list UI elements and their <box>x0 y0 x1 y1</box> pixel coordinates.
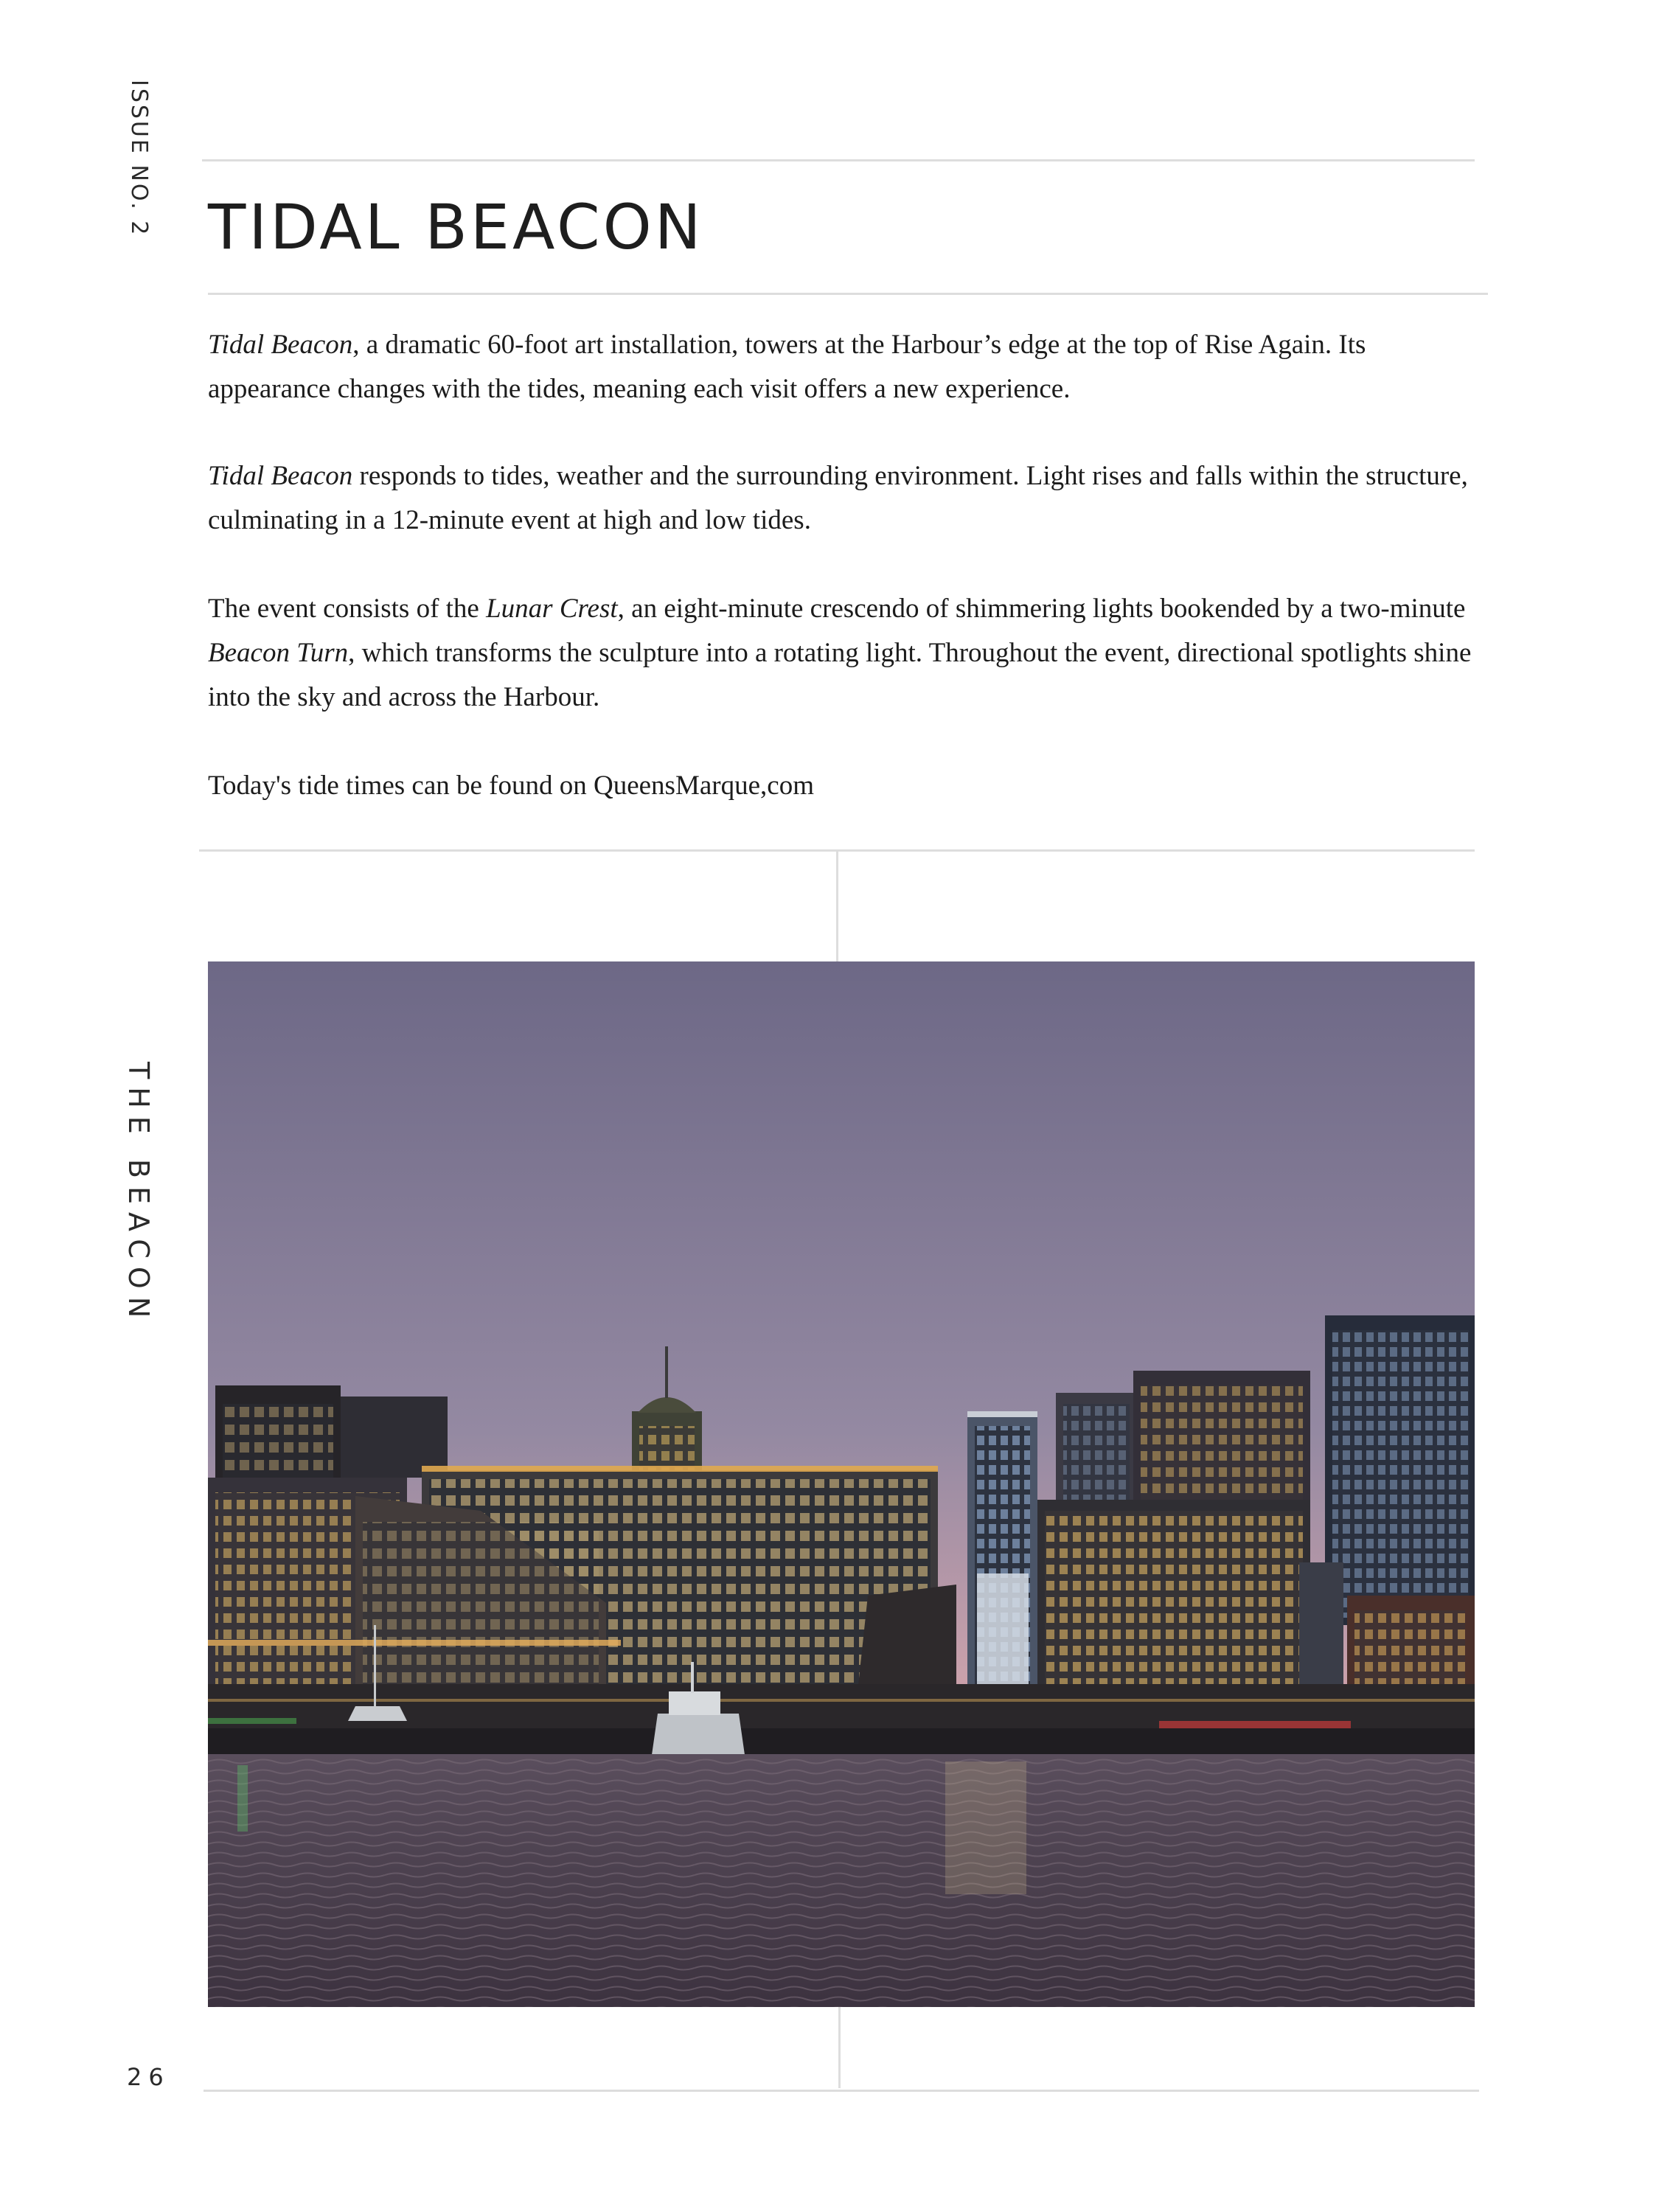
paragraph-text: Today's tide times can be found on QueensMarque,com <box>208 771 814 801</box>
center-rule-lower <box>838 2007 841 2088</box>
paragraph-text: , which transforms the sculpture into a rotating light. Throughout the event, directional spotlights shine into the sky and across the Harbour. <box>208 638 1472 712</box>
issue-label: ISSUE NO. 2 <box>126 80 152 237</box>
section-label: THE BEACON <box>122 1062 155 1326</box>
article-paragraph <box>208 323 1491 411</box>
top-rule <box>202 159 1475 161</box>
center-rule-upper <box>836 851 838 961</box>
article-paragraph <box>208 764 1491 808</box>
title-rule <box>208 293 1488 295</box>
italic-term: Tidal Beacon <box>208 461 353 491</box>
article-paragraph <box>208 587 1491 720</box>
italic-term: Tidal Beacon <box>208 330 353 360</box>
paragraph-text: responds to tides, weather and the surrounding environment. Light rises and falls within the structure, culminating in a 12-minute event at high and low tides. <box>208 461 1468 535</box>
article-paragraph <box>208 454 1491 543</box>
harbour-photo <box>208 961 1475 2007</box>
paragraph-text: , an eight-minute crescendo of shimmering lights bookended by a two-minute <box>617 594 1466 624</box>
article-title: TIDAL BEACON <box>208 191 704 263</box>
paragraph-text: , a dramatic 60-foot art installation, towers at the Harbour’s edge at the top of Rise Again. Its appearance changes with the tides, meaning each visit offers a new experience. <box>208 330 1366 404</box>
italic-term: Lunar Crest <box>486 594 618 624</box>
italic-term: Beacon Turn <box>208 638 349 668</box>
page-number: 26 <box>127 2063 170 2091</box>
paragraph-text: The event consists of the <box>208 594 487 624</box>
bottom-rule <box>204 2090 1479 2092</box>
